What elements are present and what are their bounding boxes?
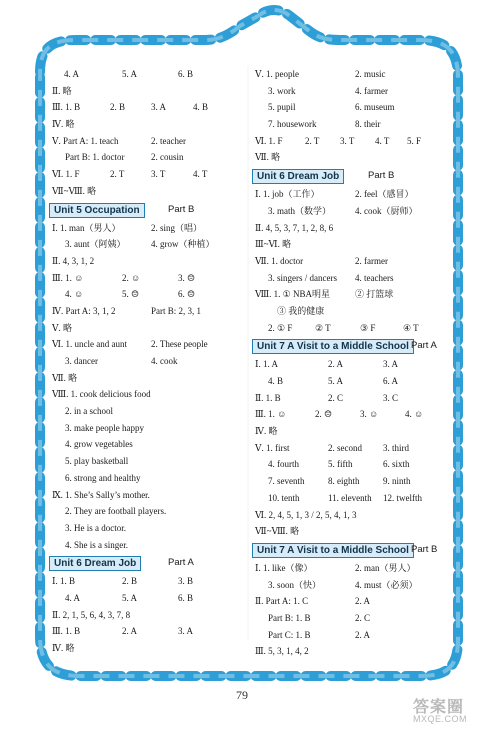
answer-text: 6. sixth <box>383 459 410 470</box>
answer-text: 2. teacher <box>151 135 186 146</box>
answer-text: 3. make people happy <box>65 422 144 433</box>
answer-row <box>255 116 470 133</box>
answer-row <box>52 149 267 166</box>
unit-title-badge: Unit 7 A Visit to a Middle School <box>252 339 414 354</box>
answer-text: Part B: 2, 3, 1 <box>151 305 202 316</box>
answer-row <box>255 220 470 237</box>
answer-text: 6. ☹ <box>178 289 196 300</box>
unit-title-badge: Unit 6 Dream Job <box>49 556 141 571</box>
part-label: Part B <box>368 170 395 182</box>
answer-text: Ⅶ. 略 <box>52 372 78 383</box>
answer-row <box>52 83 267 100</box>
unit-section-header <box>255 541 470 558</box>
answer-text: 2. sing（唱） <box>151 222 203 233</box>
answer-text: Ⅱ. 4, 5, 3, 7, 1, 2, 8, 6 <box>255 222 334 233</box>
answer-row <box>255 286 470 303</box>
answer-text: Ⅴ. 1. people <box>255 69 299 79</box>
answer-text: Ⅱ. Part A: 1. C <box>255 596 309 607</box>
answer-text: 3. B <box>178 576 194 587</box>
part-label: Part B <box>411 543 438 555</box>
answer-text: Ⅶ~Ⅷ. 略 <box>52 185 97 196</box>
answer-text: Ⅱ. 略 <box>52 85 72 96</box>
answer-text: 2. A <box>355 629 371 640</box>
answer-text: 3. T <box>340 135 355 146</box>
answer-row <box>255 406 470 423</box>
answer-text: 4. farmer <box>355 85 388 96</box>
answer-row <box>255 66 470 83</box>
page-number: 79 <box>236 688 248 702</box>
answer-text: 2. feel（感冒） <box>355 189 414 200</box>
part-label: Part A <box>168 557 194 569</box>
answer-text: Ⅵ. 1. F <box>255 135 283 146</box>
answer-text: 7. seventh <box>268 476 305 487</box>
answer-text: 3. C <box>383 392 399 403</box>
answer-text: Ⅱ. 2, 1, 5, 6, 4, 3, 7, 8 <box>52 609 131 620</box>
answer-row <box>255 473 470 490</box>
watermark-url: MXQE.COM <box>413 714 468 724</box>
answer-row <box>52 487 267 504</box>
answer-text: 9. ninth <box>383 476 411 487</box>
answer-row <box>52 236 267 253</box>
answer-text: Ⅳ. 略 <box>52 643 75 653</box>
answer-text: Ⅲ~Ⅵ. 略 <box>255 239 292 250</box>
answer-row <box>255 320 470 337</box>
left-answer-column <box>52 66 267 657</box>
answer-text: 4. ☺ <box>65 289 84 300</box>
answer-row <box>52 436 267 453</box>
answer-text: 8. eighth <box>328 476 360 487</box>
answer-text: Ⅰ. 1. B <box>52 576 76 587</box>
answer-row <box>255 490 470 507</box>
answer-text: 4. She is a singer. <box>65 539 128 550</box>
answer-row <box>255 356 470 373</box>
answer-text: 3. third <box>383 442 409 453</box>
answer-row <box>255 593 470 610</box>
answer-text: 2. ① F <box>268 322 293 333</box>
answer-text: Ⅳ. 略 <box>52 119 75 130</box>
answer-row <box>52 520 267 537</box>
answer-row <box>255 270 470 287</box>
answer-text: 4. fourth <box>268 459 299 470</box>
answer-text: 12. twelfth <box>383 492 422 503</box>
answer-text: Ⅳ. 略 <box>255 426 278 437</box>
answer-row <box>255 507 470 524</box>
answer-row <box>255 610 470 627</box>
answer-text: 6. strong and healthy <box>65 472 141 483</box>
answer-text: 2. T <box>110 169 125 180</box>
answer-text: 7. housework <box>268 119 317 130</box>
answer-row <box>52 66 267 83</box>
answer-row <box>255 560 470 577</box>
answer-text: Part B: 1. doctor <box>65 152 125 163</box>
answer-row <box>52 303 267 320</box>
answer-text: 4. grow vegetables <box>65 439 133 450</box>
answer-text: 6. B <box>178 69 194 79</box>
answer-text: 5. A <box>328 376 344 386</box>
answer-text: 5. A <box>122 592 138 603</box>
answer-row <box>52 623 267 640</box>
answer-text: 10. tenth <box>268 492 300 503</box>
answer-text: 4. A <box>65 592 81 603</box>
answer-text: 2. C <box>355 612 371 623</box>
answer-row <box>52 420 267 437</box>
answer-text: 2. farmer <box>355 255 388 266</box>
answer-row <box>52 370 267 387</box>
answer-text: 4. grow（种植） <box>151 239 215 250</box>
answer-text: 4. B <box>193 102 209 113</box>
part-label: Part B <box>168 203 195 215</box>
answer-row <box>52 590 267 607</box>
answer-text: Ⅳ. Part A: 3, 1, 2 <box>52 305 116 316</box>
answer-text: 3. ☹ <box>178 272 196 283</box>
answer-text: 4. T <box>193 169 208 180</box>
answer-text: 2. second <box>328 442 362 453</box>
answer-row <box>52 470 267 487</box>
answer-text: Ⅵ. 2, 4, 5, 1, 3 / 2, 5, 4, 1, 3 <box>255 509 357 520</box>
answer-text: Ⅷ. 1. ① NBA明星 <box>255 289 330 300</box>
answer-text: Ⅰ. 1. man（男人） <box>52 222 121 233</box>
answer-text: Ⅶ. 略 <box>255 152 281 163</box>
watermark-text: 答案圈 <box>413 699 465 716</box>
answer-row <box>255 423 470 440</box>
answer-row <box>52 253 267 270</box>
answer-row <box>255 236 470 253</box>
answer-text: Ⅲ. 1. ☺ <box>52 272 84 283</box>
answer-text: 6. A <box>383 376 399 386</box>
answer-text: 5. ☹ <box>122 289 140 300</box>
unit-title-badge: Unit 5 Occupation <box>49 203 145 218</box>
answer-text: 6. B <box>178 592 194 603</box>
answer-text: 2. T <box>305 135 320 146</box>
answer-row <box>255 627 470 644</box>
answer-text: 4. must（必须） <box>355 579 418 590</box>
answer-text: Part B: 1. B <box>268 612 311 623</box>
answer-text: ④ T <box>403 322 419 333</box>
answer-text: 2. B <box>110 102 126 113</box>
answer-text: Ⅲ. 1. B <box>52 102 81 113</box>
unit-section-header <box>52 201 267 218</box>
answer-row <box>52 99 267 116</box>
answer-row <box>255 99 470 116</box>
answer-text: 3. work <box>268 85 296 96</box>
answer-row <box>255 83 470 100</box>
answer-text: 4. B <box>268 376 284 386</box>
answer-row <box>52 640 267 657</box>
answer-text: ③ F <box>360 322 376 333</box>
answer-row <box>52 133 267 150</box>
answer-text: 2. A <box>328 359 344 370</box>
answer-text: 2. These people <box>151 339 208 350</box>
unit-title-badge: Unit 7 A Visit to a Middle School <box>252 543 414 558</box>
answer-row <box>52 336 267 353</box>
answer-row <box>52 607 267 624</box>
answer-text: 3. A <box>151 102 167 113</box>
answer-row <box>52 183 267 200</box>
answer-text: Ⅰ. 1. A <box>255 359 279 370</box>
answer-text: Ⅵ. 1. uncle and aunt <box>52 339 128 350</box>
answer-row <box>52 320 267 337</box>
unit-title-badge: Unit 6 Dream Job <box>252 169 344 184</box>
answer-row <box>255 577 470 594</box>
part-label: Part A <box>411 340 437 352</box>
answer-text: 3. math（数学） <box>268 205 331 216</box>
answer-text: 3. dancer <box>65 356 98 366</box>
answer-text: 5. pupil <box>268 102 296 113</box>
answer-text: 3. singers / dancers <box>268 272 337 283</box>
answer-row <box>255 456 470 473</box>
answer-text: 4. cook <box>151 356 178 366</box>
answer-row <box>52 353 267 370</box>
answer-text: 3. soon（快） <box>268 579 322 590</box>
answer-text: 2. music <box>355 69 386 79</box>
answer-text: 2. in a school <box>65 406 113 417</box>
answer-text: 2. man（男人） <box>355 562 416 573</box>
answer-text: 4. ☺ <box>405 409 424 420</box>
answer-row <box>255 373 470 390</box>
answer-row <box>255 203 470 220</box>
answer-row <box>255 440 470 457</box>
answer-text: 2. C <box>328 392 344 403</box>
answer-text: 4. teachers <box>355 272 394 283</box>
answer-row <box>255 303 470 320</box>
answer-text: 5. F <box>407 135 422 146</box>
answer-text: 3. ☺ <box>360 409 379 420</box>
answer-text: Ⅸ. 1. She’s Sally’s mother. <box>52 489 150 500</box>
answer-row <box>52 453 267 470</box>
answer-text: Ⅷ. 1. cook delicious food <box>52 389 151 400</box>
answer-row <box>52 220 267 237</box>
answer-text: 2. A <box>122 626 138 637</box>
answer-row <box>52 116 267 133</box>
answer-text: 5. A <box>122 69 138 79</box>
answer-text: 3. T <box>151 169 166 180</box>
answer-text: 2. A <box>355 596 371 607</box>
answer-text: 4. cook（厨师） <box>355 205 418 216</box>
watermark-logo <box>413 694 467 724</box>
answer-text: 3. He is a doctor. <box>65 522 126 533</box>
answer-row <box>255 523 470 540</box>
answer-row <box>255 253 470 270</box>
answer-row <box>52 286 267 303</box>
unit-section-header <box>255 167 470 184</box>
answer-text: 5. play basketball <box>65 456 129 467</box>
answer-text: Ⅶ~Ⅷ. 略 <box>255 526 300 537</box>
answer-text: Part C: 1. B <box>268 629 311 640</box>
answer-text: Ⅴ. 1. first <box>255 442 290 453</box>
answer-row <box>255 186 470 203</box>
answer-text: 2. B <box>122 576 138 587</box>
answer-text: 8. their <box>355 119 381 130</box>
answer-text: 2. ☺ <box>122 272 141 283</box>
answer-text: Ⅰ. 1. like（像） <box>255 562 313 573</box>
answer-text: 11. eleventh <box>328 492 372 503</box>
answer-text: 3. A <box>178 626 194 637</box>
answer-row <box>255 390 470 407</box>
answer-text: 5. fifth <box>328 459 353 470</box>
answer-text: Ⅵ. 1. F <box>52 169 80 180</box>
answer-row <box>52 270 267 287</box>
answer-text: Ⅴ. Part A: 1. teach <box>52 135 119 146</box>
answer-text: 4. A <box>64 69 80 79</box>
answer-text: ③ 我的健康 <box>277 305 325 316</box>
answer-row <box>255 643 470 660</box>
answer-text: Ⅲ. 1. B <box>52 626 81 637</box>
answer-text: 6. museum <box>355 102 395 113</box>
answer-text: 4. T <box>375 135 390 146</box>
unit-section-header <box>52 554 267 571</box>
answer-text: Ⅴ. 略 <box>52 322 72 333</box>
answer-row <box>52 386 267 403</box>
answer-row <box>255 149 470 166</box>
answer-text: Ⅱ. 4, 3, 1, 2 <box>52 255 95 266</box>
answer-text: Ⅱ. 1. B <box>255 392 281 403</box>
answer-row <box>255 133 470 150</box>
answer-text: 2. They are football players. <box>65 506 167 517</box>
answer-text: Ⅲ. 5, 3, 1, 4, 2 <box>255 646 309 657</box>
answer-row <box>52 573 267 590</box>
answer-text: 2. cousin <box>151 152 184 163</box>
answer-text: Ⅶ. 1. doctor <box>255 255 304 266</box>
answer-text: 2. ☹ <box>315 409 333 420</box>
answer-text: 3. aunt（阿姨） <box>65 239 126 250</box>
answer-text: 3. A <box>383 359 399 370</box>
answer-text: Ⅲ. 1. ☺ <box>255 409 287 420</box>
answer-text: ② 打篮球 <box>355 289 394 300</box>
answer-row <box>52 403 267 420</box>
right-answer-column <box>255 66 470 660</box>
answer-text: Ⅰ. 1. job（工作） <box>255 189 320 200</box>
answer-row <box>52 503 267 520</box>
answer-text: ② T <box>315 322 331 333</box>
answer-row <box>52 166 267 183</box>
unit-section-header <box>255 337 470 354</box>
answer-row <box>52 537 267 554</box>
